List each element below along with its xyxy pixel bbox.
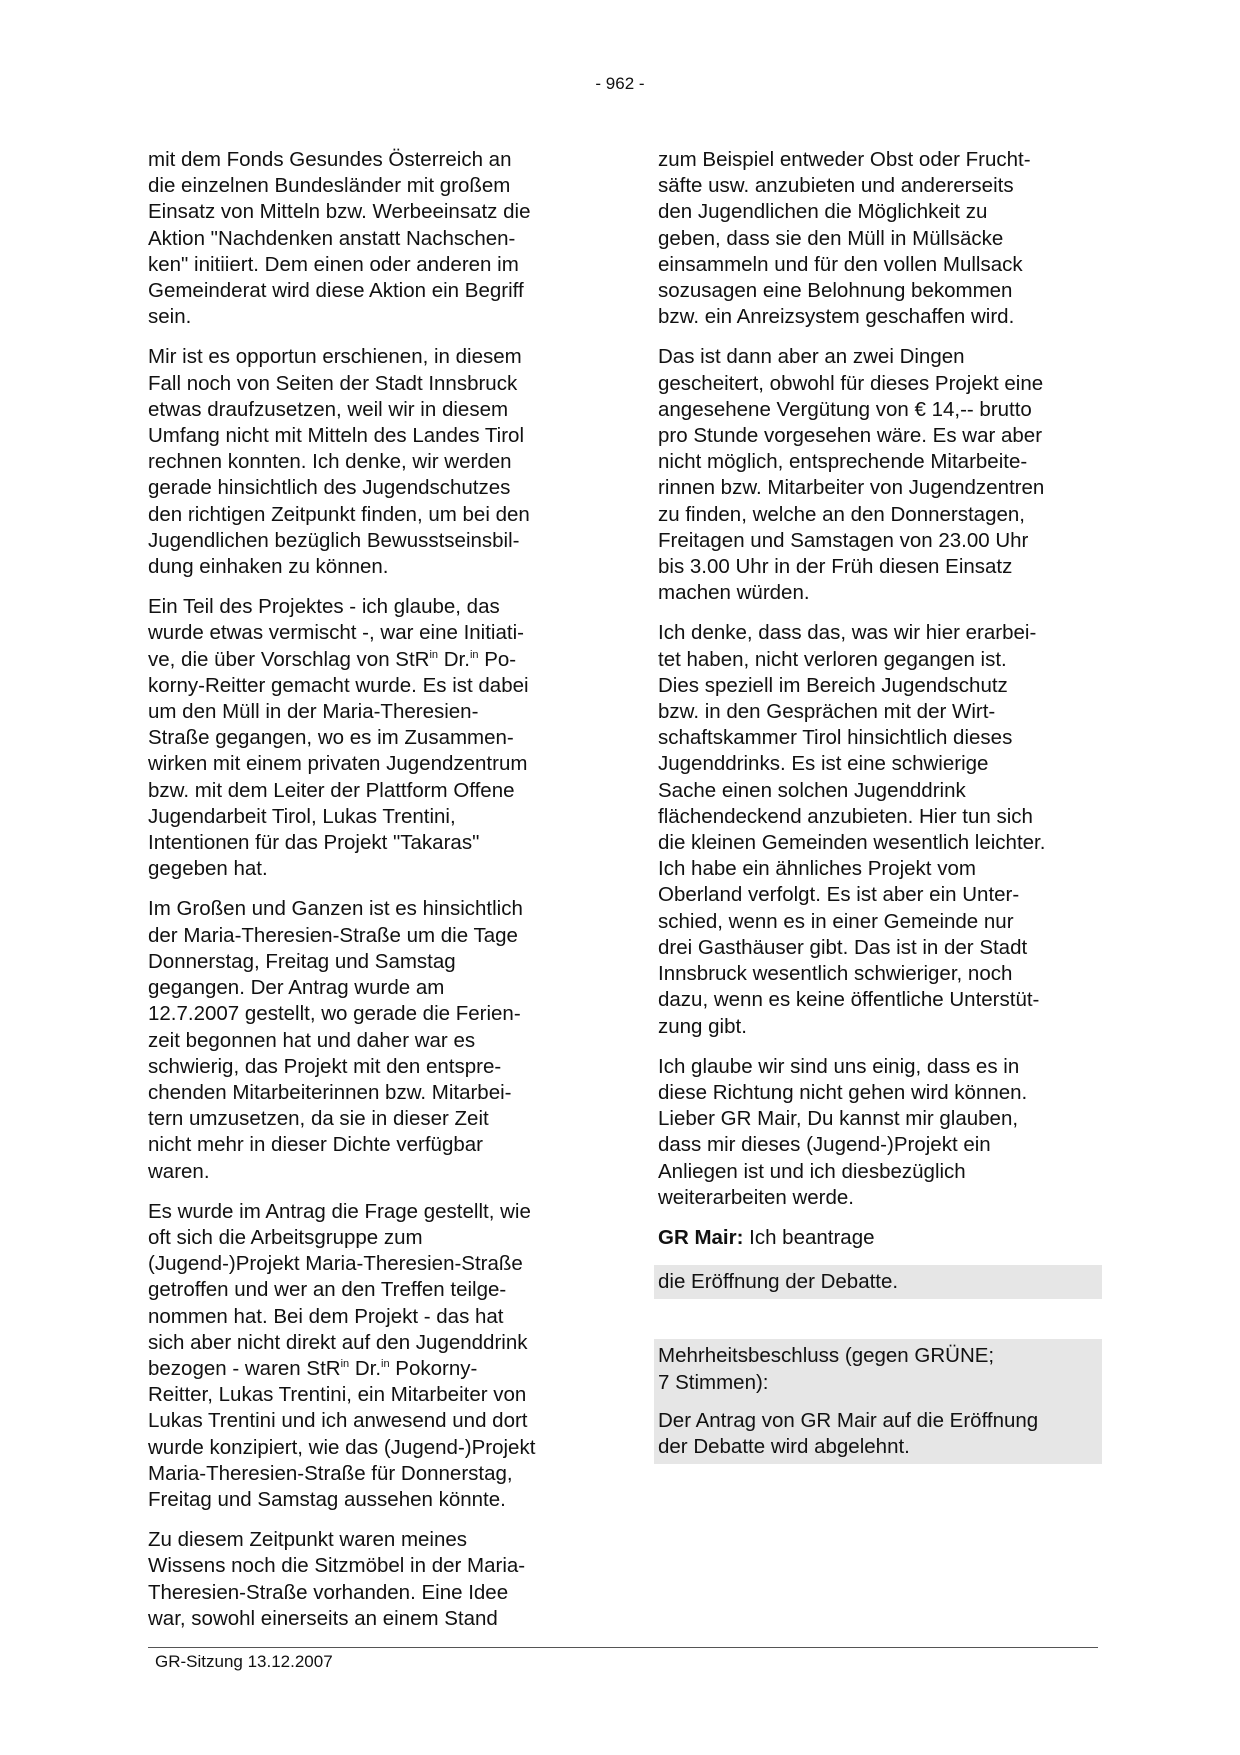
text-line: Reitter, Lukas Trentini, ein Mitarbeiter von [148, 1383, 527, 1407]
text-line: Ich habe ein ähnliches Projekt vom [658, 857, 976, 881]
text-line: zung gibt. [658, 1014, 747, 1038]
text-line: Wissens noch die Sitzmöbel in der Maria- [148, 1554, 526, 1578]
text-line: Sache einen solchen Jugenddrink [658, 778, 966, 802]
paragraph-2 [148, 344, 588, 580]
text-segment: Dr. [438, 647, 470, 671]
text-line: gerade hinsichtlich des Jugendschutzes [148, 476, 511, 500]
text-line: 12.7.2007 gestellt, wo gerade die Ferien- [148, 1002, 521, 1026]
text-line: Mir ist es opportun erschienen, in diesem [148, 345, 522, 369]
text-line: Mehrheitsbeschluss (gegen GRÜNE; [658, 1344, 995, 1368]
text-line: angesehene Vergütung von € 14,-- brutto [658, 397, 1032, 421]
paragraph-7 [658, 147, 1098, 330]
text-line: drei Gasthäuser gibt. Das ist in der Stadt [658, 935, 1028, 959]
speaker-name: GR Mair: [658, 1225, 744, 1249]
text-line: mit dem Fonds Gesundes Österreich an [148, 148, 512, 171]
footer-label: GR-Sitzung 13.12.2007 [155, 1652, 333, 1671]
text-line: um den Müll in der Maria-Theresien- [148, 700, 479, 724]
text-line: rinnen bzw. Mitarbeiter von Jugendzentren [658, 476, 1045, 500]
superscript: in [340, 1358, 350, 1371]
text-line: chenden Mitarbeiterinnen bzw. Mitarbei- [148, 1080, 512, 1104]
text-line: Anliegen ist und ich diesbezüglich [658, 1159, 966, 1183]
text-line: etwas draufzusetzen, weil wir in diesem [148, 397, 509, 421]
speaker-text: Ich beantrage [743, 1225, 875, 1249]
text-line: den richtigen Zeitpunkt finden, um bei den [148, 502, 530, 526]
text-line: Aktion "Nachdenken anstatt Nachschen- [148, 226, 516, 250]
text-line: wirken mit einem privaten Jugendzentrum [148, 752, 528, 776]
text-line: Im Großen und Ganzen ist es hinsichtlich [148, 897, 523, 921]
paragraph-1 [148, 147, 588, 330]
text-line: Jugenddrinks. Es ist eine schwierige [658, 752, 989, 776]
text-line: bis 3.00 Uhr in der Früh diesen Einsatz [658, 555, 1013, 579]
text-line: zu finden, welche an den Donnerstagen, [658, 502, 1025, 526]
text-line: gescheitert, obwohl für dieses Projekt eine [658, 371, 1044, 395]
text-line: gegeben hat. [148, 857, 268, 881]
text-line: sich aber nicht direkt auf den Jugenddrink [148, 1330, 528, 1354]
paragraph-8 [658, 344, 1098, 606]
text-line: Gemeinderat wird diese Aktion ein Begriff [148, 279, 524, 303]
superscript: in [469, 648, 479, 661]
paragraph-6 [148, 1527, 588, 1632]
text-line: die kleinen Gemeinden wesentlich leichter. [658, 831, 1046, 855]
text-line: Fall noch von Seiten der Stadt Innsbruck [148, 371, 518, 395]
paragraph-9 [658, 620, 1098, 1039]
text-line: zeit begonnen hat und daher war es [148, 1028, 476, 1052]
text-line: schaftskammer Tirol hinsichtlich dieses [658, 726, 1013, 750]
text-segment: bezogen - waren StR [148, 1356, 341, 1380]
text-line: bzw. ein Anreizsystem geschaffen wird. [658, 305, 1015, 329]
text-line: Lukas Trentini und ich anwesend und dort [148, 1409, 528, 1433]
text-line: schwierig, das Projekt mit den entspre- [148, 1054, 502, 1078]
superscript: in [429, 648, 439, 661]
text-segment: Pokorny- [389, 1356, 478, 1380]
text-line: Ich denke, dass das, was wir hier erarbei- [658, 621, 1037, 645]
text-line: Einsatz von Mitteln bzw. Werbeeinsatz die [148, 200, 531, 224]
text-line: tern umzusetzen, da sie in dieser Zeit [148, 1107, 489, 1131]
text-line: bzw. mit dem Leiter der Plattform Offene [148, 778, 515, 802]
speaker-paragraph [658, 1225, 1098, 1251]
text-line: Zu diesem Zeitpunkt waren meines [148, 1528, 468, 1552]
text-line: schied, wenn es in einer Gemeinde nur [658, 909, 1014, 933]
motion-box [654, 1265, 1102, 1299]
text-line: Der Antrag von GR Mair auf die Eröffnung [658, 1408, 1039, 1432]
paragraph-4 [148, 896, 588, 1184]
page-number: - 962 - [595, 74, 645, 93]
text-line: bzw. in den Gesprächen mit der Wirt- [658, 700, 996, 724]
text-line: korny-Reitter gemacht wurde. Es ist dabei [148, 673, 529, 697]
text-segment: Po- [478, 647, 517, 671]
text-line: geben, dass sie den Müll in Müllsäcke [658, 226, 1004, 250]
text-line: Lieber GR Mair, Du kannst mir glauben, [658, 1107, 1019, 1131]
resolution-heading [658, 1343, 1098, 1395]
text-line: Oberland verfolgt. Es ist aber ein Unter- [658, 883, 1020, 907]
text-line: Intentionen für das Projekt "Takaras" [148, 831, 480, 855]
text-line: wurde konzipiert, wie das (Jugend-)Projekt [148, 1435, 536, 1459]
resolution-text [658, 1408, 1098, 1460]
text-line: pro Stunde vorgesehen wäre. Es war aber [658, 424, 1043, 448]
text-line: Jugendlichen bezüglich Bewusstseinsbil- [148, 528, 520, 552]
text-line: Straße gegangen, wo es im Zusammen- [148, 726, 514, 750]
text-line: dung einhaken zu können. [148, 555, 389, 579]
text-line: sein. [148, 305, 192, 329]
resolution-box [654, 1339, 1102, 1464]
text-line: getroffen und wer an den Treffen teilge- [148, 1278, 507, 1302]
text-line [148, 1356, 588, 1382]
text-line: tet haben, nicht verloren gegangen ist. [658, 647, 1007, 671]
text-line: der Debatte wird abgelehnt. [658, 1434, 910, 1458]
text-line [658, 1225, 1098, 1251]
text-line: machen würden. [658, 581, 810, 605]
text-line: weiterarbeiten werde. [658, 1185, 854, 1209]
text-line: dass mir dieses (Jugend-)Projekt ein [658, 1133, 991, 1157]
text-line: wurde etwas vermischt -, war eine Initiati- [148, 621, 524, 645]
text-line: diese Richtung nicht gehen wird können. [658, 1080, 1028, 1104]
text-line: säfte usw. anzubieten und andererseits [658, 174, 1014, 198]
text-line: 7 Stimmen): [658, 1370, 769, 1394]
text-line: Ein Teil des Projektes - ich glaube, das [148, 595, 500, 619]
footer-divider [148, 1647, 1098, 1648]
text-line: sozusagen eine Belohnung bekommen [658, 279, 1013, 303]
text-line: oft sich die Arbeitsgruppe zum [148, 1225, 423, 1249]
text-line: Das ist dann aber an zwei Dingen [658, 345, 965, 369]
text-line: Ich glaube wir sind uns einig, dass es in [658, 1054, 1020, 1078]
text-line: Innsbruck wesentlich schwieriger, noch [658, 962, 1013, 986]
text-line: nicht möglich, entsprechende Mitarbeite- [658, 450, 1028, 474]
text-line: Es wurde im Antrag die Frage gestellt, wie [148, 1199, 531, 1223]
text-line: den Jugendlichen die Möglichkeit zu [658, 200, 988, 224]
text-line: dazu, wenn es keine öffentliche Unterstüt- [658, 988, 1040, 1012]
left-column [148, 147, 588, 1646]
text-line: gegangen. Der Antrag wurde am [148, 976, 445, 1000]
text-line: Jugendarbeit Tirol, Lukas Trentini, [148, 804, 456, 828]
paragraph-5 [148, 1199, 588, 1513]
text-line: der Maria-Theresien-Straße um die Tage [148, 923, 518, 947]
right-column [658, 147, 1098, 1464]
paragraph-3 [148, 594, 588, 882]
text-line: Freitagen und Samstagen von 23.00 Uhr [658, 528, 1029, 552]
text-line: einsammeln und für den vollen Mullsack [658, 252, 1023, 276]
text-line: Umfang nicht mit Mitteln des Landes Tirol [148, 424, 524, 448]
text-line [148, 647, 588, 673]
text-line: Donnerstag, Freitag und Samstag [148, 949, 456, 973]
text-line: die einzelnen Bundesländer mit großem [148, 174, 511, 198]
text-line: rechnen konnten. Ich denke, wir werden [148, 450, 512, 474]
text-line: nicht mehr in dieser Dichte verfügbar [148, 1133, 483, 1157]
text-line: zum Beispiel entweder Obst oder Frucht- [658, 148, 1031, 171]
motion-text: die Eröffnung der Debatte. [658, 1270, 899, 1294]
text-segment: ve, die über Vorschlag von StR [148, 647, 430, 671]
text-line: Theresien-Straße vorhanden. Eine Idee [148, 1580, 509, 1604]
text-line: Freitag und Samstag aussehen könnte. [148, 1487, 506, 1511]
paragraph-10 [658, 1054, 1098, 1211]
text-line: flächendeckend anzubieten. Hier tun sich [658, 804, 1033, 828]
text-line: (Jugend-)Projekt Maria-Theresien-Straße [148, 1252, 523, 1276]
text-segment: Dr. [349, 1356, 382, 1380]
text-line: ken" initiiert. Dem einen oder anderen im [148, 252, 519, 276]
text-line: war, sowohl einerseits an einem Stand [148, 1606, 498, 1630]
text-line: nommen hat. Bei dem Projekt - das hat [148, 1304, 504, 1328]
spacer [658, 1299, 1098, 1339]
text-line: Dies speziell im Bereich Jugendschutz [658, 673, 1008, 697]
text-line: waren. [148, 1159, 210, 1183]
superscript: in [381, 1358, 390, 1371]
text-line: Maria-Theresien-Straße für Donnerstag, [148, 1461, 513, 1485]
